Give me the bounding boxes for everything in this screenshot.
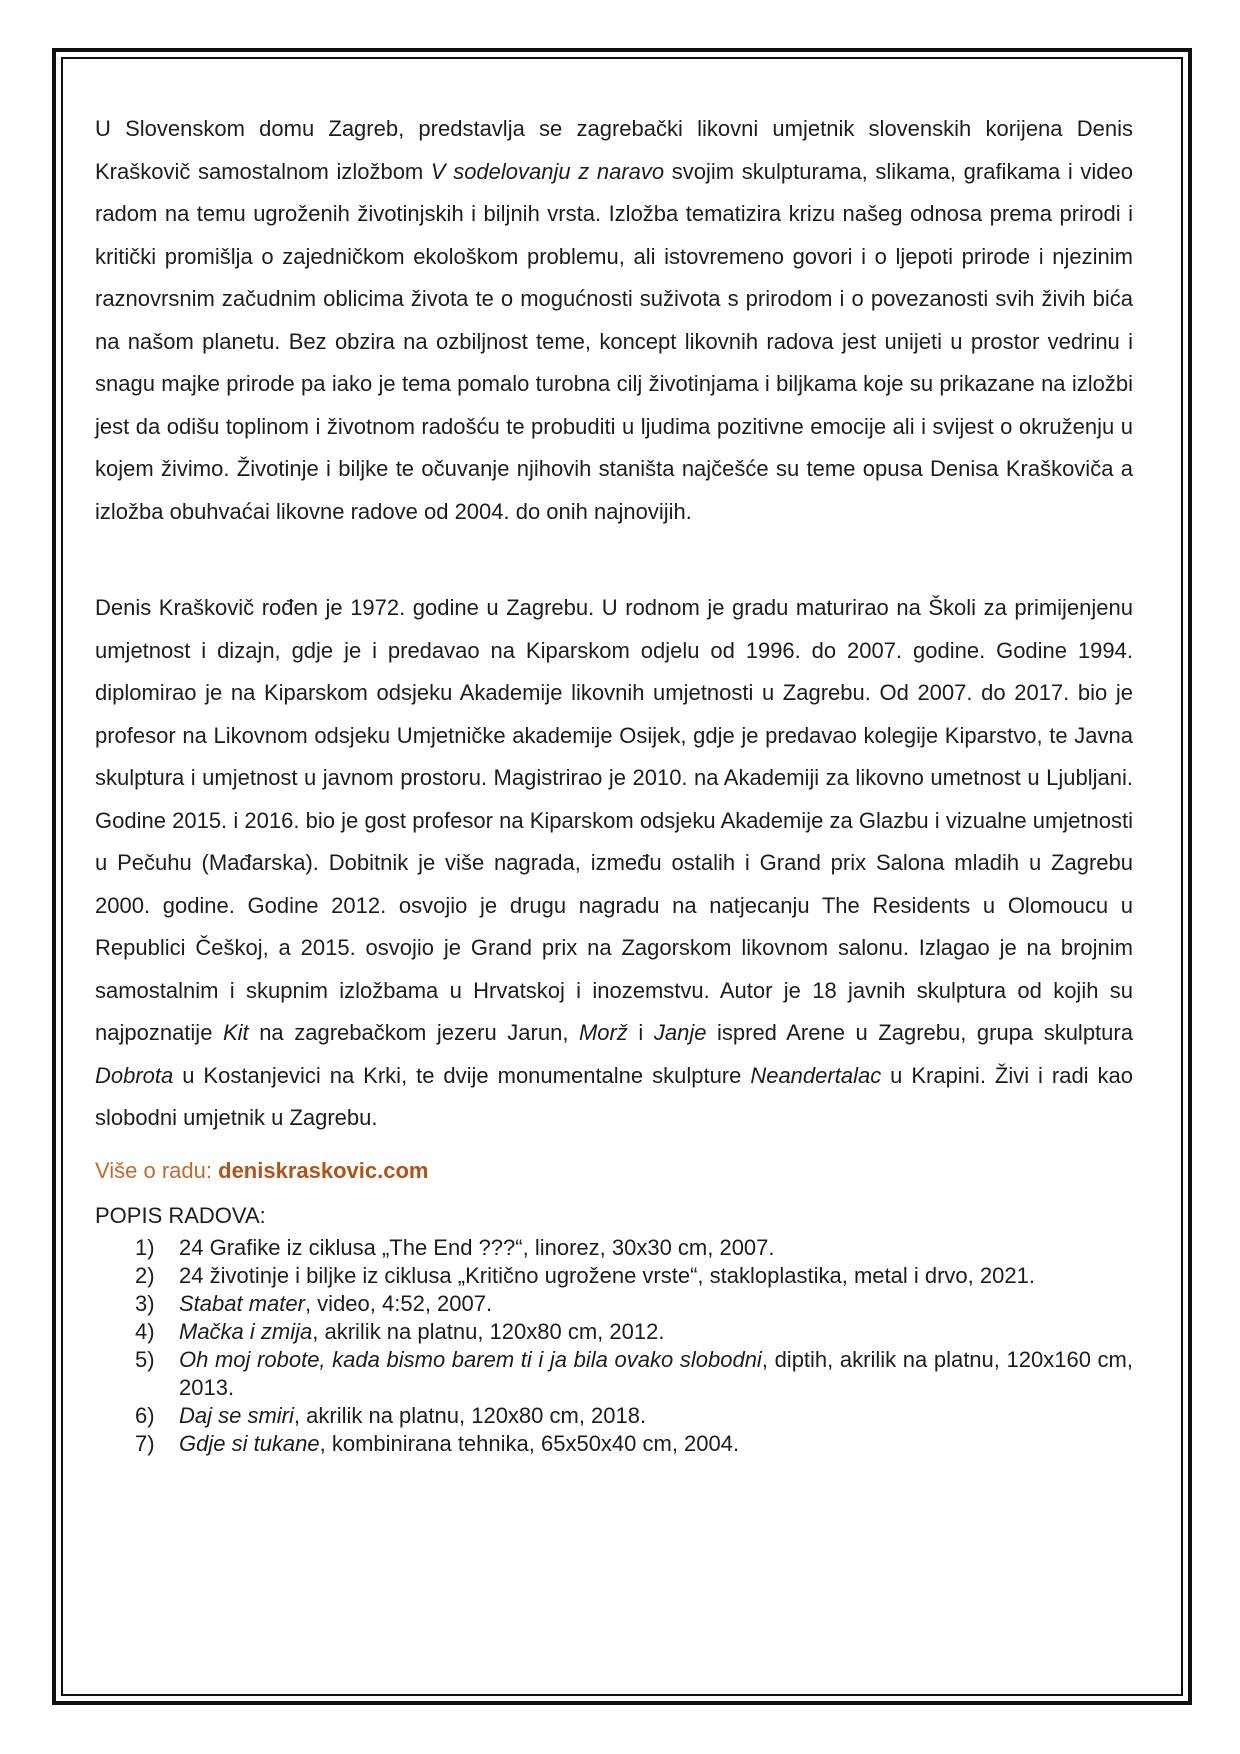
- text-run: , akrilik na platnu, 120x80 cm, 2018.: [293, 1403, 647, 1428]
- text-run: u Krapini. Živi i radi kao slobodni umjetnik u Zagrebu.: [95, 1062, 1133, 1130]
- text-run: , akrilik na platnu, 120x80 cm, 2012.: [312, 1319, 665, 1344]
- text-run: 24 životinje i biljke iz ciklusa „Kritično ugrožene vrste“, stakloplastika, metal i drvo, 2021.: [179, 1263, 1035, 1288]
- work-item: [135, 1318, 1133, 1346]
- text-run: Denis Kraškovič rođen je 1972. godine u Zagrebu. U rodnom je gradu maturirao na Školi za primijenjenu umjetnost i dizajn, gdje je i predavao na Kiparskom odjelu od 1996. do 2007. godine. Godine 1994. diplomirao je na Kiparskom odsjeku Akademije likovnih umjetnosti u Zagrebu. Od 2007. do 2017. bio je profesor na Likovnom odsjeku Umjetničke akademije Osijek, gdje je predavao kolegije Kiparstvo, te Javna skulptura i umjetnost u javnom prostoru. Magistrirao je 2010. na Akademiji za likovno umetnost u Ljubljani. Godine 2015. i 2016. bio je gost profesor na Kiparskom odsjeku Akademije za Glazbu i vizualne umjetnosti u Pečuhu (Mađarska). Dobitnik je više nagrada, između ostalih i Grand prix Salona mladih u Zagrebu 2000. godine. Godine 2012. osvojio je drugu nagradu na natjecanju The Residents u Olomoucu u Republici Češkoj, a 2015. osvojio je Grand prix na Zagorskom likovnom salonu. Izlagao je na brojnim samostalnim i skupnim izložbama u Hrvatskoj i inozemstvu. Autor je 18 javnih skulptura od kojih su najpoznatije: [95, 595, 1133, 1045]
- work-item-text: [179, 1290, 1133, 1318]
- works-heading: POPIS RADOVA:: [95, 1203, 266, 1228]
- text-run: Mačka i zmija: [179, 1319, 313, 1344]
- work-item-text: [179, 1430, 1133, 1458]
- work-item-number: 1): [135, 1235, 155, 1260]
- work-item: [135, 1234, 1133, 1262]
- text-run: , video, 4:52, 2007.: [304, 1291, 493, 1316]
- work-item-number: 4): [135, 1319, 155, 1344]
- text-run: Stabat mater: [179, 1291, 305, 1316]
- paragraph-exhibition: [95, 108, 1133, 533]
- work-item: [135, 1402, 1133, 1430]
- work-item-number: 3): [135, 1291, 155, 1316]
- text-run: Oh moj robote, kada bismo barem ti i ja bila ovako slobodni: [179, 1347, 762, 1372]
- work-item-text: [179, 1318, 1133, 1346]
- work-item-text: [179, 1234, 1133, 1262]
- work-item: [135, 1346, 1133, 1402]
- paragraph-biography: [95, 587, 1133, 1140]
- work-item: [135, 1262, 1133, 1290]
- page-content: [95, 108, 1133, 1458]
- text-run: V sodelovanju z naravo: [430, 158, 665, 184]
- work-item-number: 7): [135, 1431, 155, 1456]
- text-run: Daj se smiri: [179, 1403, 294, 1428]
- more-info-label: Više o radu:: [95, 1157, 219, 1183]
- work-item-number: 5): [135, 1347, 155, 1372]
- work-item-text: [179, 1402, 1133, 1430]
- text-run: Gdje si tukane: [179, 1431, 320, 1456]
- text-run: , diptih, akrilik na platnu, 120x160 cm, 2013.: [179, 1347, 1133, 1400]
- work-item: [135, 1430, 1133, 1458]
- work-item-number: 6): [135, 1403, 155, 1428]
- more-info-line: [95, 1150, 1133, 1193]
- work-item-text: [179, 1346, 1133, 1402]
- text-run: Morž: [578, 1020, 628, 1045]
- work-item-number: 2): [135, 1263, 155, 1288]
- text-run: Janje: [653, 1020, 707, 1045]
- website-link[interactable]: deniskraskovic.com: [218, 1157, 429, 1183]
- works-list: [95, 1234, 1133, 1458]
- text-run: 24 Grafike iz ciklusa „The End ???“, linorez, 30x30 cm, 2007.: [179, 1235, 775, 1260]
- text-run: na zagrebačkom jezeru Jarun,: [248, 1020, 579, 1045]
- text-run: u Kostanjevici na Krki, te dvije monumentalne skulpture: [173, 1062, 751, 1088]
- text-run: Neandertalac: [750, 1062, 882, 1088]
- text-run: svojim skulpturama, slikama, grafikama i video radom na temu ugroženih životinjskih i biljnih vrsta. Izložba tematizira krizu našeg odnosa prema prirodi i kritički promišlja o zajedničkom ekološkom problemu, ali istovremeno govori i o ljepoti prirode i njezinim raznovrsnim začudnim oblicima života te o mogućnosti suživota s prirodom i o povezanosti svih živih bića na našom planetu. Bez obzira na ozbiljnost teme, koncept likovnih radova jest unijeti u prostor vedrinu i snagu majke prirode pa iako je tema pomalo turobna cilj životinjama i biljkama koje su prikazane na izložbi jest da odišu toplinom i životnom radošću te probuditi u ljudima pozitivne emocije ali i svijest o okruženju u kojem živimo. Životinje i biljke te očuvanje njihovih staništa najčešće su teme opusa Denisa Kraškoviča a izložba obuhvaćai likovne radove od 2004. do onih najnovijih.: [95, 158, 1133, 524]
- text-run: , kombinirana tehnika, 65x50x40 cm, 2004.: [319, 1431, 740, 1456]
- text-run: Kit: [222, 1020, 249, 1045]
- text-run: Dobrota: [95, 1062, 174, 1088]
- text-run: i: [627, 1020, 654, 1045]
- work-item: [135, 1290, 1133, 1318]
- work-item-text: [179, 1262, 1133, 1290]
- text-run: ispred Arene u Zagrebu, grupa skulptura: [706, 1020, 1133, 1045]
- text-run: U Slovenskom domu Zagreb, predstavlja se zagrebački likovni umjetnik slovenskih korijena Denis Kraškovič samostalnom izložbom: [95, 116, 1133, 184]
